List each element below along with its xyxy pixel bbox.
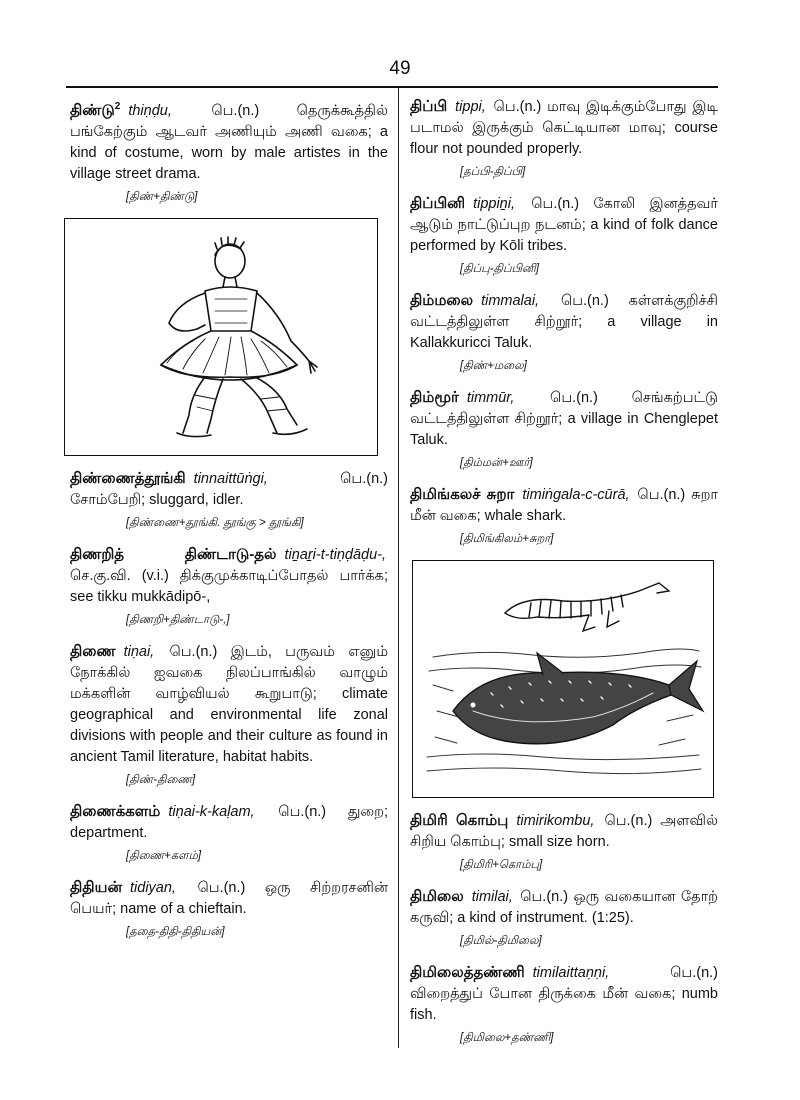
etymology: [திப்பு-திப்பினி] <box>460 263 539 275</box>
definition: பெ.(n.) விறைத்துப் போன திருக்கை மீன் வகை; numb fish. <box>410 965 718 1023</box>
transliteration: timilai, <box>471 889 513 905</box>
transliteration: timmalai, <box>481 293 540 309</box>
transliteration: tiṉaṟi-t-tiṇḍāḍu-, <box>284 547 386 563</box>
definition: பெ.(n.) கள்ளக்குறிச்சி வட்டத்திலுள்ள சிற்றூர்; a village in Kallakkuricci Taluk. <box>410 293 719 351</box>
etymology: [தப்பி-திப்பி] <box>460 166 526 178</box>
headword: திணைக்களம் <box>70 803 161 820</box>
whale-shark-illustration <box>412 560 714 798</box>
headword: திமிலை <box>410 888 464 905</box>
headword: திப்பினி <box>410 195 466 212</box>
dictionary-entry <box>70 468 388 511</box>
transliteration: timmūr, <box>466 390 515 406</box>
etymology: [திமிரி+கொம்பு] <box>460 859 543 871</box>
transliteration: tidiyan, <box>130 880 176 896</box>
headword: திணறித் திண்டாடு-தல் <box>70 546 277 563</box>
homonym-number: 2 <box>114 101 121 112</box>
right-column <box>410 96 718 1059</box>
dictionary-entry <box>410 886 718 929</box>
transliteration: timilaittaṇṇi, <box>532 965 610 981</box>
definition: பெ.(n.) அளவில் சிறிய கொம்பு; small size horn. <box>410 813 719 850</box>
dictionary-entry <box>410 484 718 527</box>
column-divider <box>398 88 399 1048</box>
headword: திதியன் <box>70 879 122 896</box>
etymology: [திண்ணை+தூங்கி. தூங்கு > தூங்கி] <box>126 517 304 529</box>
dictionary-entry <box>410 387 718 451</box>
headword: திண்ணைத்தூங்கி <box>70 470 186 487</box>
etymology: [திணறி+திண்டாடு-,] <box>126 614 230 626</box>
dictionary-entry <box>410 810 718 853</box>
etymology: [திமிங்கிலம்+சுறா] <box>460 533 554 545</box>
etymology: [திமிலை+தண்ணி] <box>460 1032 554 1044</box>
definition: பெ.(n.) தெருக்கூத்தில் பங்கேற்கும் ஆடவர் அணியும் அணி வகை; a kind of costume, worn by male artistes in the village street drama. <box>70 103 389 182</box>
etymology: [ததை-திதி-திதியன்] <box>126 926 225 938</box>
dancer-drawing <box>65 219 377 455</box>
etymology: [திம்மன்+ஊர்] <box>460 457 533 469</box>
definition: பெ.(n.) மாவு இடிக்கும்போது இடி படாமல் இருக்கும் கெட்டியான மாவு; course flour not pounded properly. <box>410 99 719 157</box>
headword: திமிரி கொம்பு <box>410 812 509 829</box>
transliteration: tippi, <box>455 99 486 115</box>
transliteration: timirikombu, <box>516 813 595 829</box>
transliteration: tiṇai, <box>123 644 155 660</box>
etymology: [திண்-திணை] <box>126 774 196 786</box>
dictionary-entry <box>70 96 388 185</box>
etymology: [திமில்-திமிலை] <box>460 935 542 947</box>
definition: பெ.(n.) கோலி இனத்தவர் ஆடும் நாட்டுப்புற நடனம்; a kind of folk dance performed by Kōli tribes. <box>410 196 718 254</box>
dictionary-entry <box>410 193 718 257</box>
transliteration: tiṇai-k-kaḷam, <box>168 804 255 820</box>
dictionary-entry <box>70 801 388 844</box>
page-number: 49 <box>389 58 411 79</box>
dictionary-entry <box>410 96 718 160</box>
headword: திம்மலை <box>410 292 474 309</box>
definition: பெ.(n.) இடம், பருவம் எனும் நோக்கில் ஐவகை நிலப்பாங்கில் வாழும் மக்களின் வாழ்வியல் கூறுபாடு; climate geographical and environmental life zonal divisions with people and their culture as found in ancient Tamil literature, habitat habits. <box>70 644 389 765</box>
definition: பெ.(n.) செங்கற்பட்டு வட்டத்திலுள்ள சிற்றூர்; a village in Chenglepet Taluk. <box>410 390 718 448</box>
transliteration: thiṇḍu, <box>128 103 172 119</box>
headword: திப்பி <box>410 98 448 115</box>
transliteration: timiṅgala-c-cūrā, <box>522 487 630 503</box>
headword: திமிங்கலச் சுறா <box>410 486 515 503</box>
etymology: [திண்+மலை] <box>460 360 527 372</box>
definition: செ.கு.வி. (v.i.) திக்குமுக்காடிப்போதல் பார்க்க; see tikku mukkādipō-, <box>70 568 388 605</box>
transliteration: tippiṉi, <box>473 196 515 212</box>
left-column <box>70 96 388 953</box>
transliteration: tinnaittūṅgi, <box>193 471 268 487</box>
dictionary-entry <box>70 877 388 920</box>
etymology: [திணை+களம்] <box>126 850 202 862</box>
headword: திம்மூர் <box>410 389 459 406</box>
definition: பெ.(n.) ஒரு சிற்றரசனின் பெயர்; name of a chieftain. <box>70 880 388 917</box>
header-rule <box>66 86 718 88</box>
whale-shark-drawing <box>413 561 713 797</box>
headword: திண்டு$^2$ <box>70 101 121 119</box>
definition: பெ.(n.) ஒரு வகையான தோற் கருவி; a kind of instrument. (1:25). <box>410 889 719 926</box>
dictionary-entry <box>70 544 388 608</box>
dictionary-entry <box>410 290 718 354</box>
dancer-illustration <box>64 218 378 456</box>
headword: திமிலைத்தண்ணி <box>410 964 525 981</box>
dictionary-entry <box>70 641 388 768</box>
headword: திணை <box>70 643 116 660</box>
definition: பெ.(n.) சோம்பேறி; sluggard, idler. <box>70 471 388 508</box>
definition: பெ.(n.) சுறா மீன் வகை; whale shark. <box>410 487 719 524</box>
etymology: [திண்+திண்டு] <box>126 191 198 203</box>
definition: பெ.(n.) துறை; department. <box>70 804 389 841</box>
dictionary-entry <box>410 962 718 1026</box>
